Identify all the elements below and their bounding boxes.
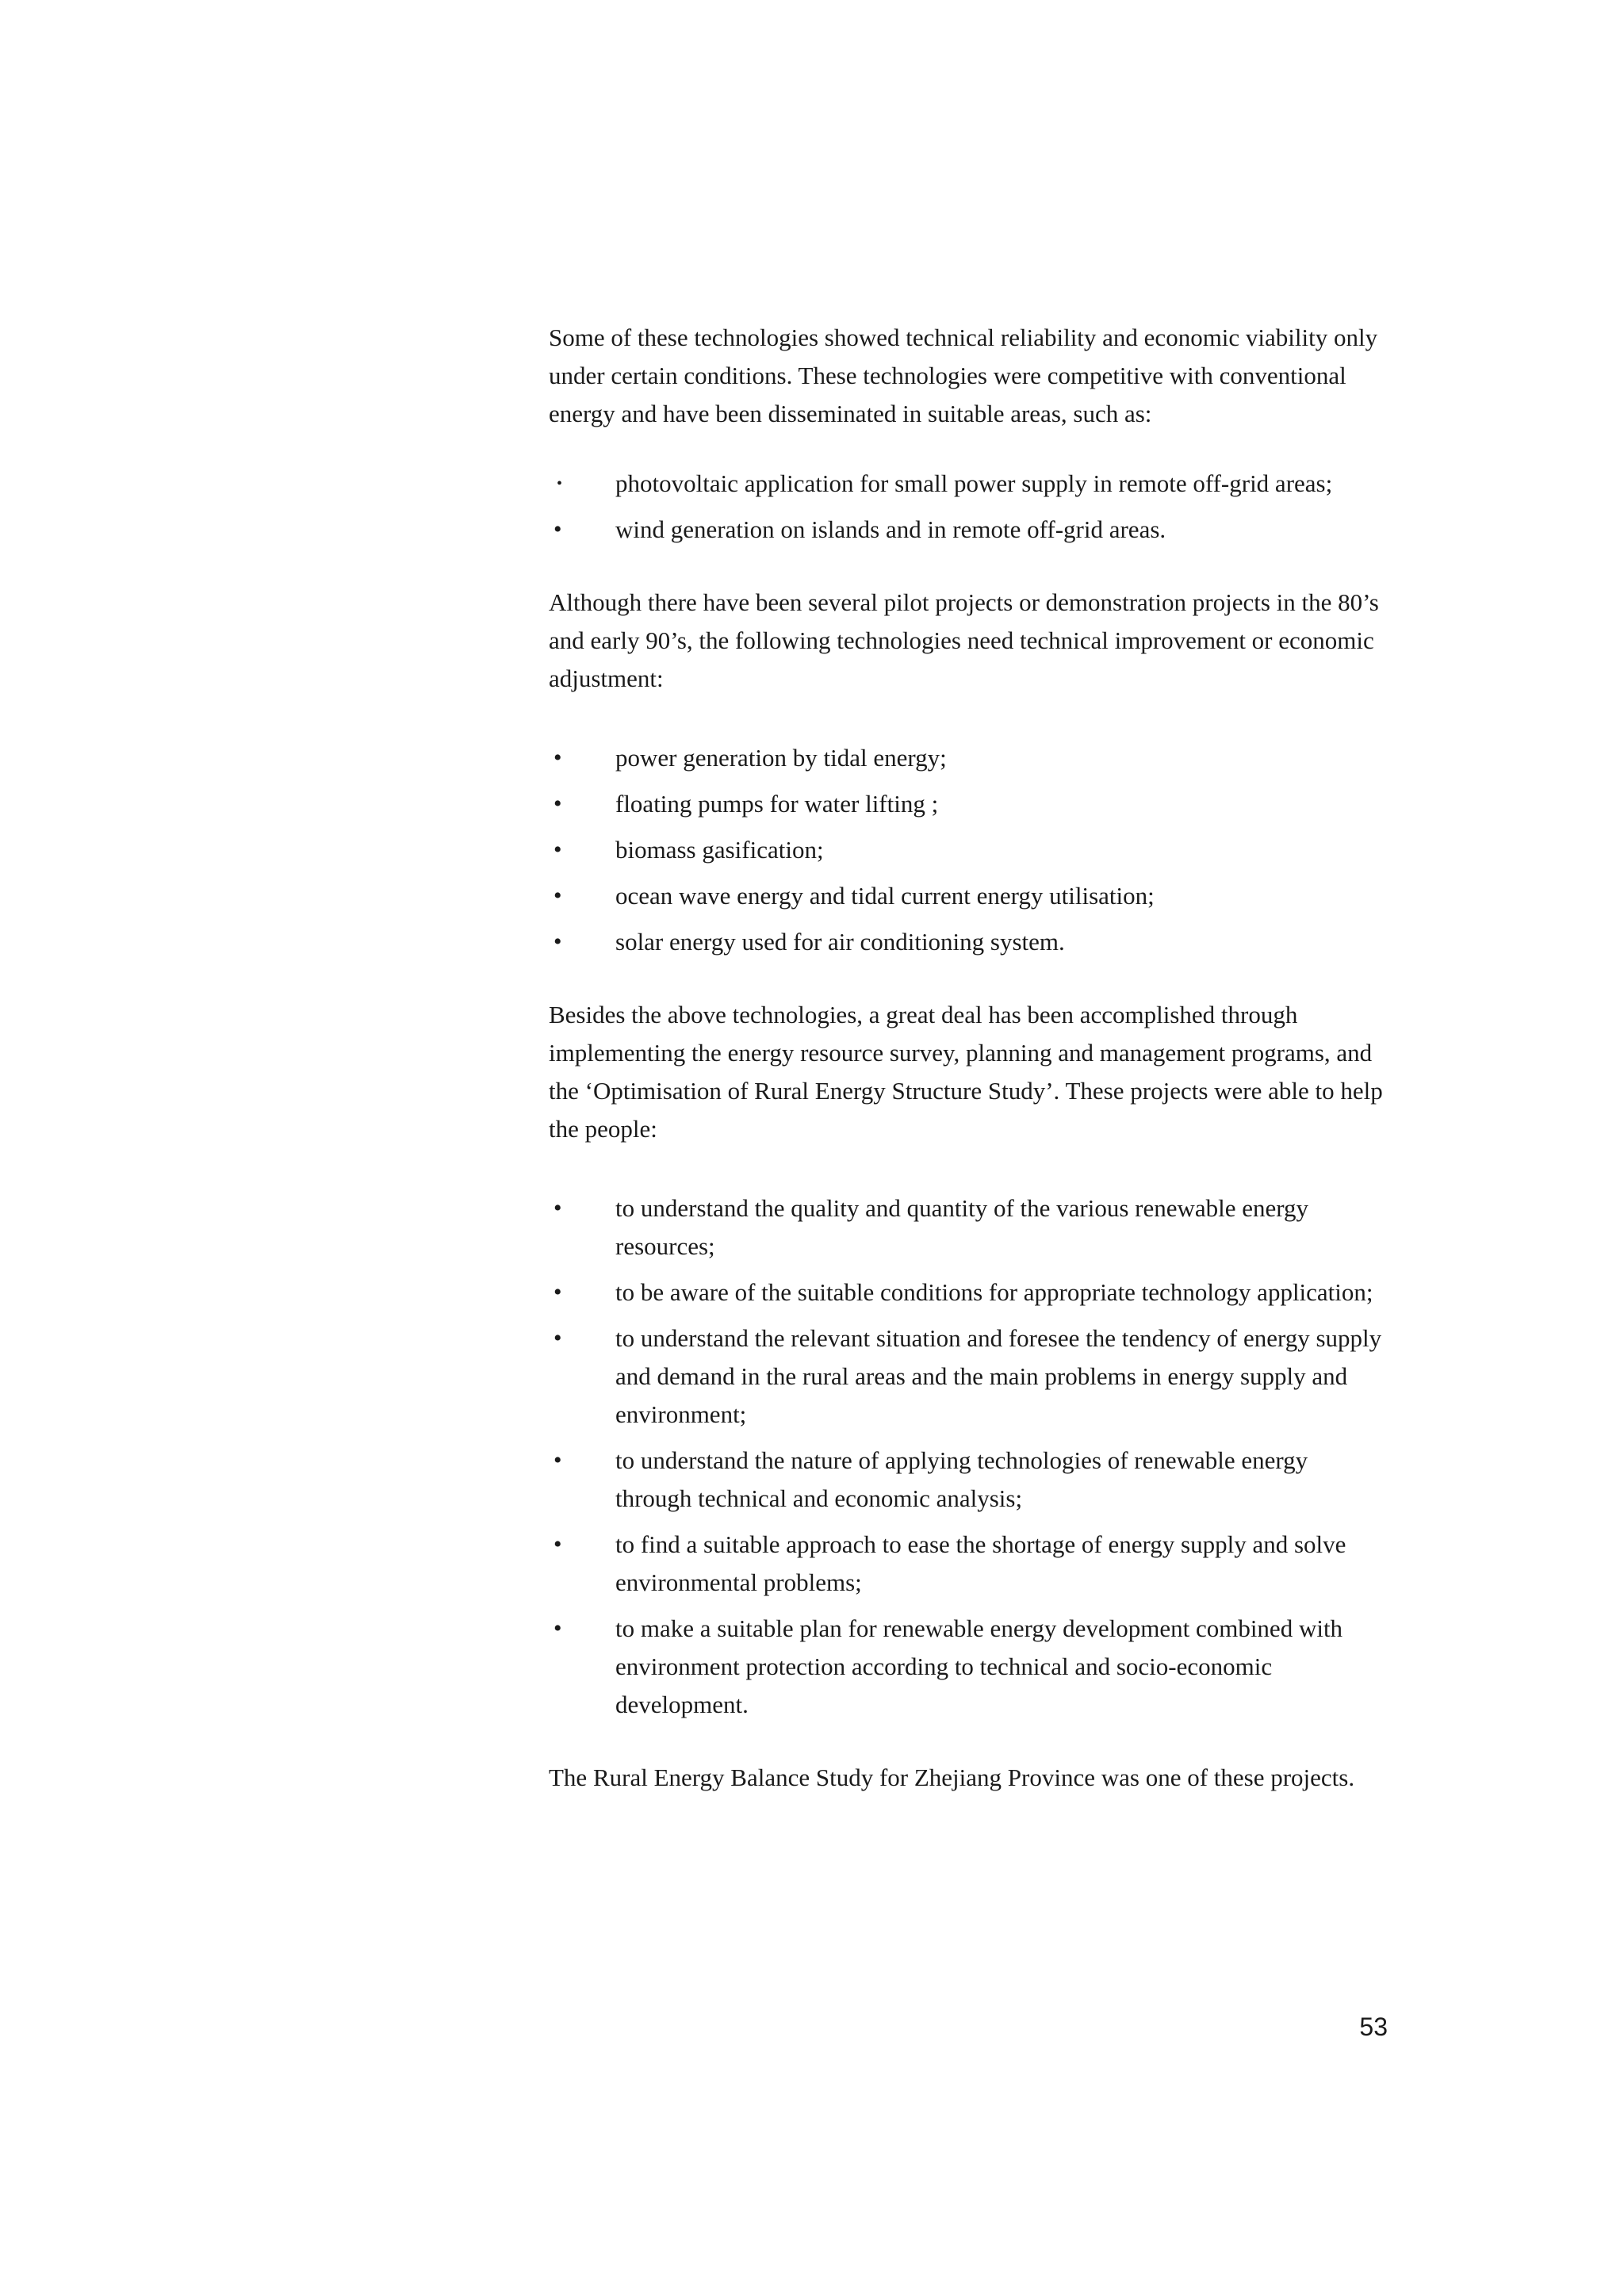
page-body [549, 319, 1389, 1797]
list-item: • to understand the quality and quantity of the various renewable energy resources; [549, 1189, 1389, 1266]
list-item: • floating pumps for water lifting ; [549, 785, 1389, 823]
page-number: 53 [1359, 2013, 1388, 2041]
bullet-icon: • [553, 1447, 562, 1473]
list-item: • photovoltaic application for small power supply in remote off-grid areas; [549, 465, 1389, 503]
bullet-icon: • [553, 516, 562, 542]
list-technologies-needing-improvement [549, 739, 1389, 961]
bullet-icon: • [553, 791, 562, 817]
bullet-icon: • [553, 1615, 562, 1641]
bullet-icon: • [553, 1195, 562, 1221]
closing-paragraph: The Rural Energy Balance Study for Zhejiang Province was one of these projects. [549, 1764, 1355, 1791]
bullet-icon: • [553, 883, 562, 909]
list-item: • to understand the relevant situation and foresee the tendency of energy supply and demand in the rural areas and the main problems in energy supply and environment; [549, 1319, 1389, 1434]
list-item: • to make a suitable plan for renewable energy development combined with environment protection according to technical and socio-economic development. [549, 1610, 1389, 1724]
bullet-icon: • [553, 745, 562, 771]
bullet-icon: • [553, 1279, 562, 1305]
list-item: • to understand the nature of applying technologies of renewable energy through technical and economic analysis; [549, 1442, 1389, 1518]
list-suitable-areas [549, 465, 1389, 549]
list-item: • wind generation on islands and in remote off-grid areas. [549, 511, 1389, 549]
list-project-benefits [549, 1189, 1389, 1724]
accomplishments-paragraph: Besides the above technologies, a great deal has been accomplished through implementing the energy resource survey, planning and management programs, and the ‘Optimisation of Rural Energy Structure Study’. These projects were able to help the people: [549, 1001, 1383, 1143]
bullet-icon: • [557, 475, 563, 492]
list-item: • power generation by tidal energy; [549, 739, 1389, 777]
bullet-icon: • [553, 929, 562, 955]
list-item: • to be aware of the suitable conditions for appropriate technology application; [549, 1273, 1389, 1312]
bullet-icon: • [553, 1325, 562, 1351]
list-item: • to find a suitable approach to ease the shortage of energy supply and solve environmental problems; [549, 1526, 1389, 1602]
bullet-icon: • [553, 1531, 562, 1557]
list-item: • biomass gasification; [549, 831, 1389, 869]
intro-paragraph: Some of these technologies showed technical reliability and economic viability only under certain conditions. These technologies were competitive with conventional energy and have been disseminated in suitable areas, such as: [549, 324, 1378, 427]
bullet-icon: • [553, 837, 562, 863]
list-item: • ocean wave energy and tidal current energy utilisation; [549, 877, 1389, 915]
pilot-projects-paragraph: Although there have been several pilot projects or demonstration projects in the 80’s and early 90’s, the following technologies need technical improvement or economic adjustment: [549, 588, 1379, 692]
list-item: • solar energy used for air conditioning system. [549, 923, 1389, 961]
